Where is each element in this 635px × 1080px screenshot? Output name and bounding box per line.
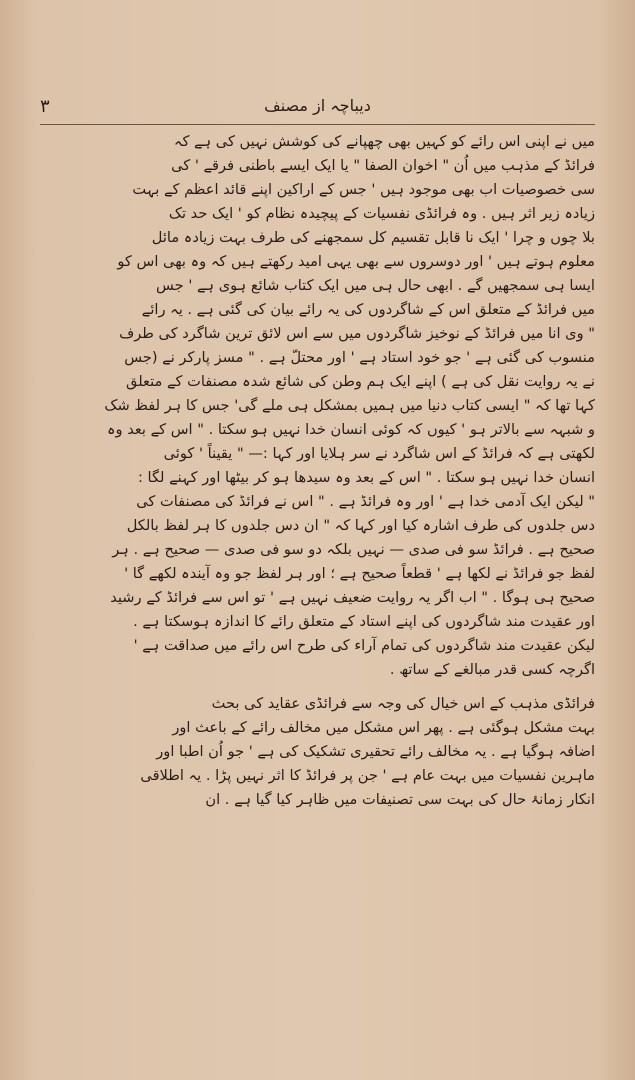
paragraph-2 [40, 692, 595, 812]
text-line: کہا تھا کہ " ایسی کتاب دنیا میں ہمیں بمشکل ہی ملے گی' جس کا ہر لفظ شک [104, 397, 595, 414]
running-title: دیباچہ از مصنف [264, 96, 371, 115]
text-line: صحیح ہے . فرائڈ سو فی صدی — نہیں بلکہ دو سو فی صدی — صحیح ہے . ہر [112, 541, 595, 558]
text-line: نے یہ روایت نقل کی ہے ) اپنے ایک ہم وطن کی شائع شدہ مصنفات کے متعلق [126, 373, 595, 390]
text-line: صحیح ہی ہوگا . " اب اگر یہ روایت ضعیف نہیں ہے ' تو اس سے فرائڈ کے رشید [110, 589, 595, 606]
text-line: اگرچہ کسی قدر مبالغے کے ساتھ . [389, 661, 595, 678]
text-line: لفظ جو فرائڈ نے لکھا ہے ' قطعاً صحیح ہے ؛ اور ہر لفظ جو وہ آیندہ لکھے گا ' [124, 565, 595, 582]
text-line: میں نے اپنی اس رائے کو کہیں بھی چھپانے کی کوشش نہیں کی ہے کہ [173, 133, 595, 150]
text-line: معلوم ہوتے ہیں ' اور دوسروں سے بھی یہی امید رکھتے ہیں کہ وہ بھی اس کو [117, 253, 595, 270]
text-line: فرائڈ کے مذہب میں اُن " اخوان الصفا " یا ایک ایسے باطنی فرقے ' کی [171, 157, 595, 174]
text-line: لکھتی ہے کہ فرائڈ کے اس شاگرد نے سر ہلایا اور کہا :— " یقیناً ' کوئی [163, 445, 595, 462]
text-line: میں فرائڈ کے متعلق اس کے شاگردوں کی یہ رائے بیان کی گئی ہے . یہ رائے [141, 301, 595, 318]
text-line: اضافہ ہوگیا ہے . یہ مخالف رائے تحقیری تشکیک کی ہے ' جو اُن اطبا اور [156, 743, 595, 760]
paragraph-1 [40, 130, 595, 682]
text-line: زیادہ زیر اثر ہیں . وہ فرائڈی نفسیات کے پیچیدہ نظام کو ' ایک حد تک [168, 205, 595, 222]
text-line: منسوب کی گئی ہے ' جو خود استاد ہے ' اور محتلّ ہے . " مسز پارکر نے (جس [124, 349, 595, 366]
text-line: دس جلدوں کی طرف اشارہ کیا اور کہا کہ " ان دس جلدوں کا ہر لفظ بالکل [126, 517, 595, 534]
text-line: ایسا ہی سمجھیں گے . ابھی حال ہی میں ایک کتاب شائع ہوی ہے ' جس [156, 277, 595, 294]
page-number: ۳ [40, 96, 50, 117]
text-line: و شبہہ سے بالاتر ہو ' کیوں کہ کوئی انسان خدا نہیں ہو سکتا . " اس کے بعد وہ [106, 421, 595, 438]
text-line: ماہرین نفسیات میں بہت عام ہے ' جن پر فرائڈ کا اثر نہیں پڑا . یہ اطلاقی [140, 767, 595, 784]
text-line: بلا چوں و چرا ' ایک نا قابل تقسیم کل سمجھنے کی طرف بہت زیادہ مائل [151, 229, 595, 246]
text-line: اور عقیدت مند شاگردوں کی اپنے استاد کے متعلق رائے کا اندازہ ہوسکتا ہے . [133, 613, 595, 630]
text-line: انسان خدا نہیں ہو سکتا . " اس کے بعد وہ سیدھا ہو کر بیٹھا اور کہنے لگا : [137, 469, 595, 486]
text-line: بہت مشکل ہوگئی ہے . پھر اس مشکل میں مخالف رائے کے باعث اور [172, 719, 595, 736]
text-line: لیکن عقیدت مند شاگردوں کی تمام آراء کی طرح اس رائے میں صداقت ہے ' [133, 637, 595, 654]
text-line: سی خصوصیات اب بھی موجود ہیں ' جس کے اراکین اپنے قائد اعظم کے بہت [132, 181, 595, 198]
page-header [40, 96, 595, 125]
text-line: انکار زمانۂ حال کی بہت سی تصنیفات میں ظاہر کیا گیا ہے . ان [205, 791, 595, 808]
text-line: فرائڈی مذہب کے اس خیال کی وجہ سے فرائڈی عقاید کی بحث [211, 695, 595, 712]
page-body [40, 130, 595, 812]
text-line: " وی انا میں فرائڈ کے نوخیز شاگردوں میں سے اس لائق ترین شاگرد کی طرف [119, 325, 595, 342]
text-line: " لیکن ایک آدمی خدا ہے ' اور وہ فرائڈ ہے . " اس نے فرائڈ کی مصنفات کی [136, 493, 595, 510]
